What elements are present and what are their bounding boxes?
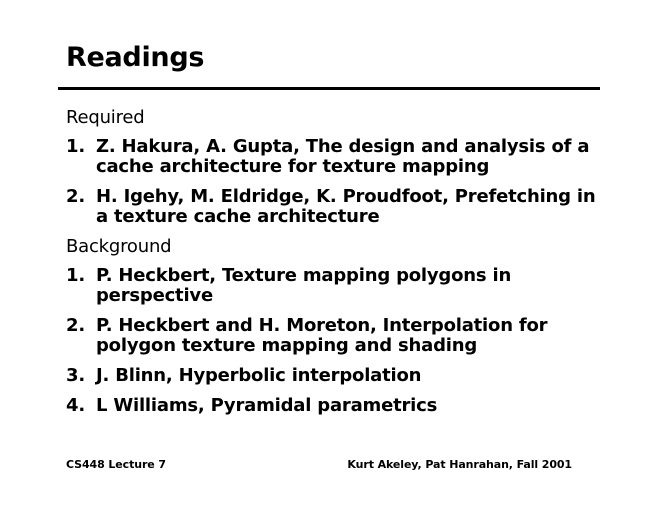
list-item: [66, 396, 606, 416]
list-item: [66, 366, 606, 386]
list-number: 1.: [66, 136, 85, 157]
reading-text: P. Heckbert and H. Moreton, Interpolation for polygon texture mapping and shading: [96, 315, 548, 356]
list-item: [66, 316, 606, 356]
reading-text: P. Heckbert, Texture mapping polygons in perspective: [96, 265, 512, 306]
footer-course: CS448 Lecture 7: [66, 458, 166, 471]
list-item: [66, 137, 606, 177]
list-number: 2.: [66, 186, 85, 207]
reading-text: J. Blinn, Hyperbolic interpolation: [96, 365, 422, 386]
required-readings-list: [66, 137, 606, 227]
slide-title: Readings: [66, 42, 205, 73]
list-number: 2.: [66, 315, 85, 336]
list-number: 1.: [66, 265, 85, 286]
list-number: 4.: [66, 395, 85, 416]
background-readings-list: [66, 266, 606, 416]
reading-text: L Williams, Pyramidal parametrics: [96, 395, 438, 416]
section-heading-required: Required: [66, 107, 145, 128]
footer-authors: Kurt Akeley, Pat Hanrahan, Fall 2001: [347, 458, 572, 471]
section-heading-background: Background: [66, 236, 172, 257]
slide-body: [66, 108, 606, 426]
list-item: [66, 187, 606, 227]
title-divider: [58, 87, 600, 90]
list-item: [66, 266, 606, 306]
reading-text: H. Igehy, M. Eldridge, K. Proudfoot, Prefetching in a texture cache architecture: [96, 186, 596, 227]
list-number: 3.: [66, 365, 85, 386]
reading-text: Z. Hakura, A. Gupta, The design and analysis of a cache architecture for texture mapping: [96, 136, 590, 177]
